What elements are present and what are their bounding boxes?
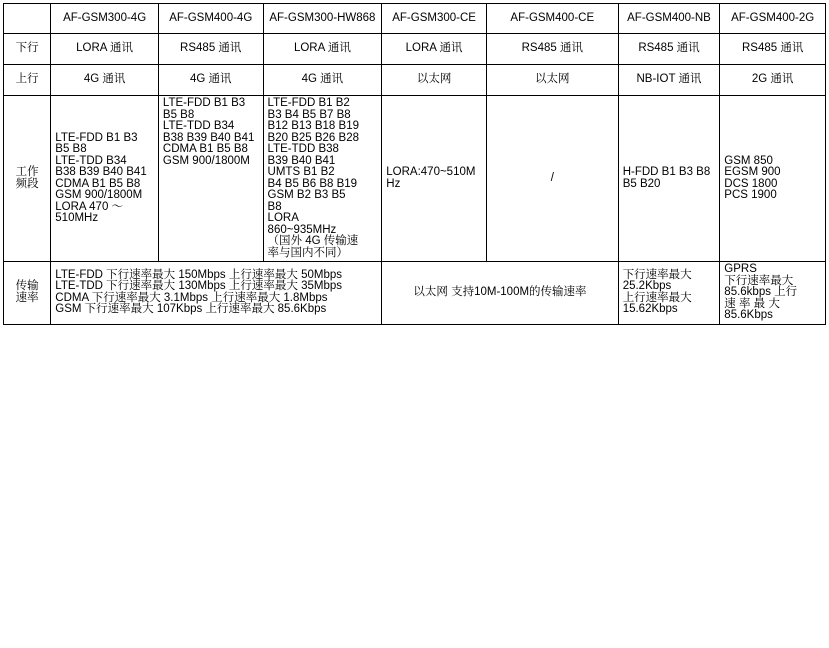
- band-line: B5 B20: [622, 177, 661, 190]
- band-line: LTE-TDD B38: [267, 143, 339, 155]
- downlink-gsm300-4g: LORA 通讯: [51, 34, 159, 65]
- rate-line: LTE-FDD 下行速率最大 150Mbps 上行速率最大 50Mbps: [55, 268, 342, 281]
- band-line: GSM 850: [724, 154, 773, 167]
- band-line: （国外 4G 传输速: [267, 235, 359, 247]
- band-line: GSM B2 B3 B5: [267, 189, 346, 201]
- band-line: LORA: [267, 212, 299, 224]
- rate-line: LTE-TDD 下行速率最大 130Mbps 上行速率最大 35Mbps: [55, 280, 342, 293]
- row-label-rate-line2: 速率: [15, 291, 39, 304]
- table-row-uplink: [4, 65, 826, 96]
- band-line: B20 B25 B26 B28: [267, 131, 359, 144]
- band-line: LORA:470~510M: [386, 166, 476, 178]
- rate-line: GPRS: [724, 263, 757, 275]
- rate-line: GSM 下行速率最大 107Kbps 上行速率最大 85.6Kbps: [55, 303, 327, 316]
- header-gsm300-ce: AF-GSM300-CE: [382, 4, 487, 34]
- band-line: 510MHz: [55, 212, 99, 224]
- band-line: B12 B13 B18 B19: [267, 120, 359, 132]
- band-gsm300-ce: [382, 96, 487, 262]
- rate-line: 15.62Kbps: [622, 303, 678, 316]
- band-line: LTE-TDD B34: [55, 154, 127, 167]
- header-gsm400-nb: AF-GSM400-NB: [618, 4, 720, 34]
- rate-line: 25.2Kbps: [622, 280, 672, 293]
- band-gsm300-hw868: [263, 96, 382, 262]
- band-line: Hz: [386, 177, 401, 190]
- downlink-gsm300-hw868: LORA 通讯: [263, 34, 382, 65]
- uplink-gsm400-nb: NB-IOT 通讯: [618, 65, 720, 96]
- band-line: 率与国内不同）: [267, 246, 349, 259]
- band-gsm400-2g: [720, 96, 826, 262]
- row-label-rate-line1: 传输: [15, 280, 39, 293]
- band-line: B38 B39 B40 B41: [162, 131, 255, 144]
- specification-table: [3, 3, 826, 325]
- uplink-gsm400-ce: 以太网: [486, 65, 618, 96]
- row-label-band: [4, 96, 51, 262]
- downlink-gsm300-ce: LORA 通讯: [382, 34, 487, 65]
- table-row-downlink: [4, 34, 826, 65]
- rate-line: 85.6Kbps: [724, 309, 773, 321]
- band-line: B8: [267, 200, 282, 213]
- rate-line: 85.6kbps 上行: [724, 286, 798, 298]
- row-label-band-line2: 频段: [15, 177, 39, 190]
- band-line: B4 B5 B6 B8 B19: [267, 177, 358, 190]
- downlink-gsm400-2g: RS485 通讯: [720, 34, 826, 65]
- header-gsm300-hw868: AF-GSM300-HW868: [263, 4, 382, 34]
- table-row-band: [4, 96, 826, 262]
- uplink-gsm300-hw868: 4G 通讯: [263, 65, 382, 96]
- table-header-row: [4, 4, 826, 34]
- band-gsm400-nb: [618, 96, 720, 262]
- band-line: DCS 1800: [724, 177, 778, 190]
- band-line: LTE-FDD B1 B3: [55, 131, 138, 144]
- band-line: LTE-FDD B1 B2: [267, 97, 350, 109]
- downlink-gsm400-nb: RS485 通讯: [618, 34, 720, 65]
- band-line: CDMA B1 B5 B8: [55, 177, 141, 190]
- rate-gsm400-nb: [618, 262, 720, 325]
- band-gsm400-4g: [158, 96, 263, 262]
- band-gsm300-4g: [51, 96, 159, 262]
- row-label-rate: [4, 262, 51, 325]
- band-line: CDMA B1 B5 B8: [162, 143, 248, 155]
- rate-4g-group: [51, 262, 382, 325]
- band-line: LTE-TDD B34: [162, 120, 235, 132]
- rate-gsm400-2g: [720, 262, 826, 325]
- row-label-downlink: 下行: [4, 34, 51, 65]
- header-gsm300-4g: AF-GSM300-4G: [51, 4, 159, 34]
- uplink-gsm400-2g: 2G 通讯: [720, 65, 826, 96]
- band-line: H-FDD B1 B3 B8: [622, 166, 711, 178]
- rate-line: CDMA 下行速率最大 3.1Mbps 上行速率最大 1.8Mbps: [55, 291, 328, 304]
- band-line: B5 B8: [162, 108, 195, 121]
- band-line: B3 B4 B5 B7 B8: [267, 108, 351, 121]
- band-line: LTE-FDD B1 B3: [162, 97, 246, 109]
- band-line: B38 B39 B40 B41: [55, 166, 147, 178]
- header-corner: [4, 4, 51, 34]
- header-gsm400-4g: AF-GSM400-4G: [158, 4, 263, 34]
- band-line: 860~935MHz: [267, 223, 337, 236]
- band-line: PCS 1900: [724, 189, 777, 201]
- band-line: B39 B40 B41: [267, 154, 336, 167]
- rate-line: 下行速率最大: [724, 274, 794, 287]
- band-line: B5 B8: [55, 143, 87, 155]
- header-gsm400-2g: AF-GSM400-2G: [720, 4, 826, 34]
- band-line: GSM 900/1800M: [162, 154, 250, 167]
- band-line: EGSM 900: [724, 166, 781, 178]
- uplink-gsm400-4g: 4G 通讯: [158, 65, 263, 96]
- table-row-rate: [4, 262, 826, 325]
- downlink-gsm400-ce: RS485 通讯: [486, 34, 618, 65]
- header-gsm400-ce: AF-GSM400-CE: [486, 4, 618, 34]
- uplink-gsm300-ce: 以太网: [382, 65, 487, 96]
- rate-ethernet-group: 以太网 支持10M-100M的传输速率: [382, 262, 618, 325]
- row-label-band-line1: 工作: [15, 166, 39, 178]
- downlink-gsm400-4g: RS485 通讯: [158, 34, 263, 65]
- band-line: UMTS B1 B2: [267, 166, 335, 178]
- band-gsm400-ce: /: [486, 96, 618, 262]
- band-line: GSM 900/1800M: [55, 189, 143, 201]
- rate-line: 上行速率最大: [622, 291, 692, 304]
- band-line: LORA 470 ～: [55, 200, 124, 213]
- rate-line: 下行速率最大: [622, 268, 692, 281]
- row-label-uplink: 上行: [4, 65, 51, 96]
- uplink-gsm300-4g: 4G 通讯: [51, 65, 159, 96]
- rate-line: 速 率 最 大: [724, 297, 780, 310]
